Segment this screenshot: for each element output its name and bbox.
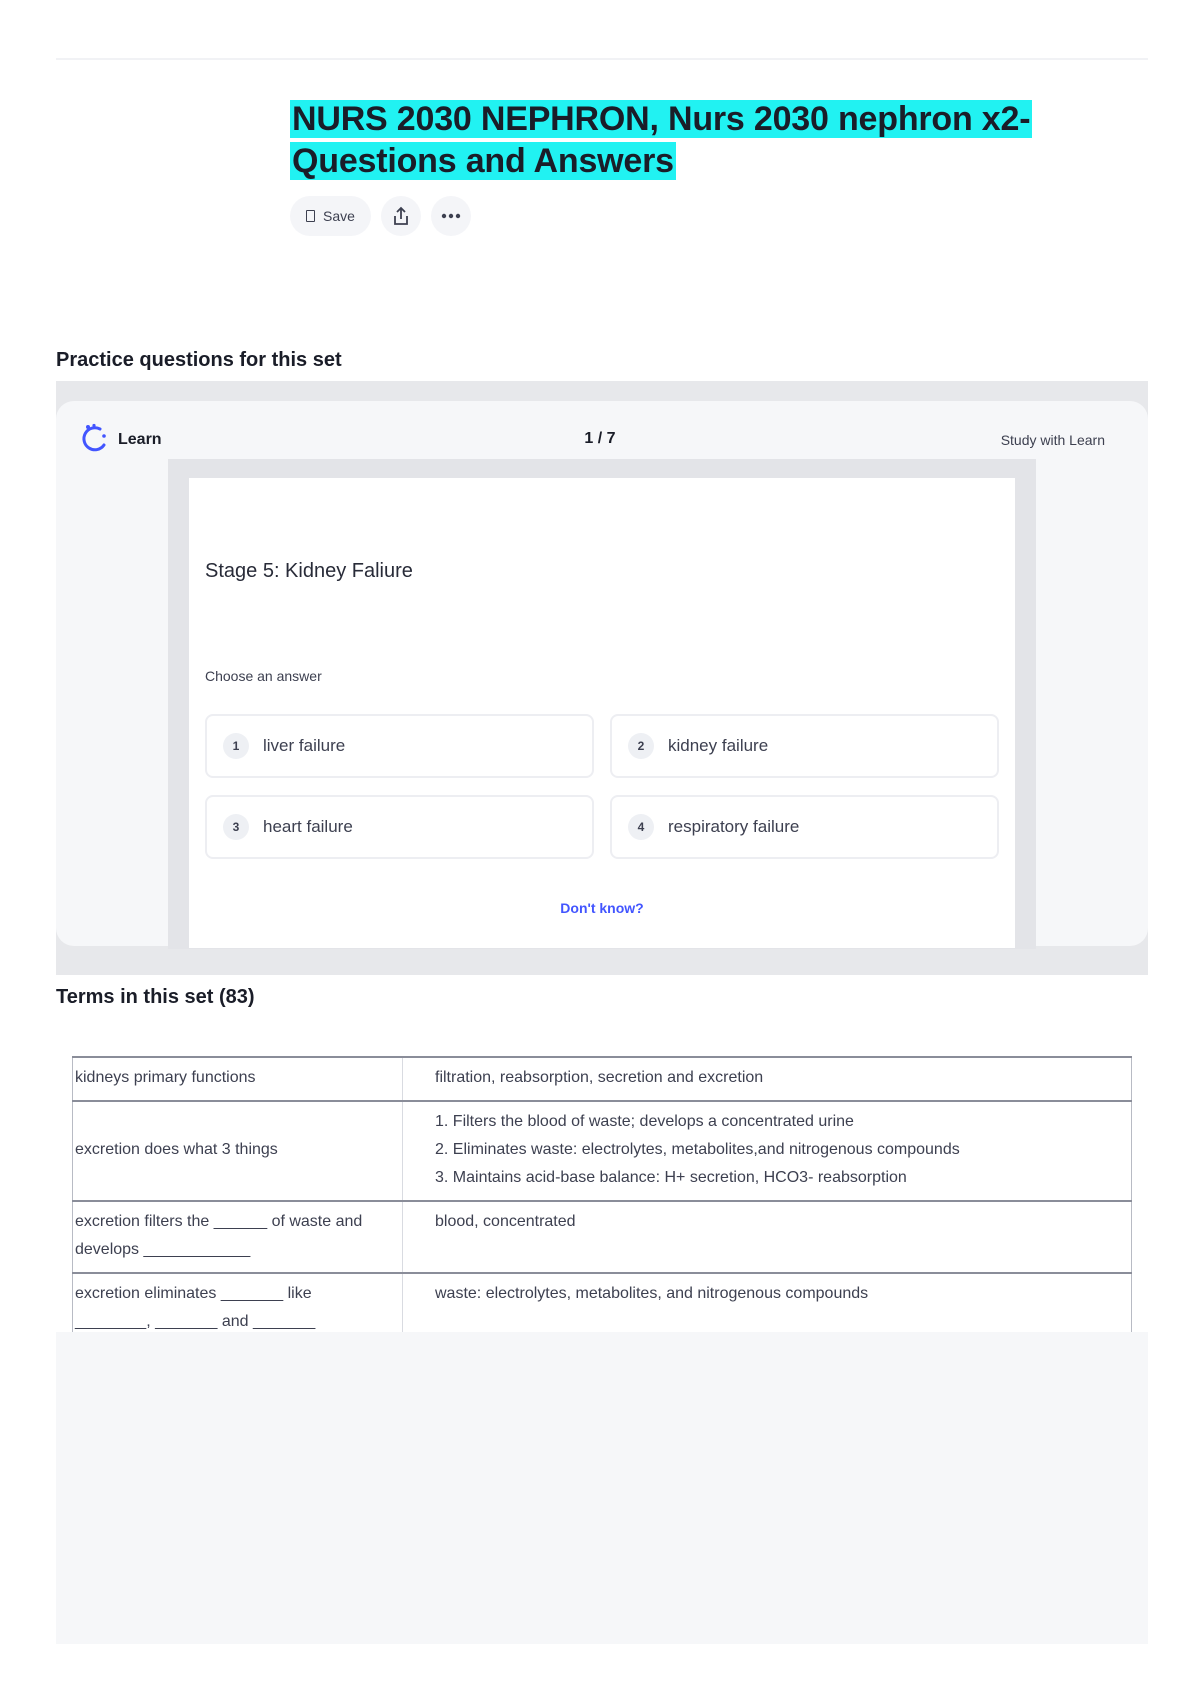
definition-line: blood, concentrated xyxy=(435,1213,576,1230)
top-divider xyxy=(56,58,1148,60)
definition-cell xyxy=(403,1201,1132,1273)
dont-know-link[interactable]: Don't know? xyxy=(560,900,644,916)
term-cell: excretion eliminates _______ like ________, _______ and _______ xyxy=(73,1273,403,1345)
bookmark-icon xyxy=(306,210,315,222)
more-icon xyxy=(441,213,461,219)
terms-table xyxy=(72,1056,1132,1346)
option-number: 3 xyxy=(223,814,249,840)
term-cell: excretion does what 3 things xyxy=(73,1101,403,1201)
table-row xyxy=(73,1057,1132,1101)
table-row xyxy=(73,1201,1132,1273)
table-row xyxy=(73,1101,1132,1201)
locked-content-area xyxy=(56,1332,1148,1644)
term-cell: kidneys primary functions xyxy=(73,1057,403,1101)
option-label: respiratory failure xyxy=(668,817,800,836)
learn-icon xyxy=(80,423,108,457)
share-button[interactable] xyxy=(381,196,421,236)
terms-heading: Terms in this set (83) xyxy=(56,986,255,1008)
choose-answer-label: Choose an answer xyxy=(205,668,322,684)
option-label: heart failure xyxy=(263,817,353,836)
option-label: liver failure xyxy=(263,736,346,755)
share-icon xyxy=(392,206,410,226)
answer-option[interactable] xyxy=(205,795,594,859)
definition-line: 2. Eliminates waste: electrolytes, metabolites,and nitrogenous compounds xyxy=(435,1141,960,1158)
definition-line: 3. Maintains acid-base balance: H+ secretion, HCO3- reabsorption xyxy=(435,1169,907,1186)
definition-cell xyxy=(403,1101,1132,1201)
more-button[interactable] xyxy=(431,196,471,236)
term-cell: excretion filters the ______ of waste and develops ____________ xyxy=(73,1201,403,1273)
option-number: 2 xyxy=(628,733,654,759)
question-prompt: Stage 5: Kidney Faliure xyxy=(205,560,413,582)
definition-line: filtration, reabsorption, secretion and excretion xyxy=(435,1069,764,1086)
definition-line: waste: electrolytes, metabolites, and nitrogenous compounds xyxy=(435,1285,869,1302)
answer-option[interactable] xyxy=(610,714,999,778)
option-number: 1 xyxy=(223,733,249,759)
option-label: kidney failure xyxy=(668,736,769,755)
study-with-learn-link[interactable]: Study with Learn xyxy=(1000,432,1105,448)
learn-label: Learn xyxy=(118,431,162,448)
page-title: NURS 2030 NEPHRON, Nurs 2030 nephron x2- Questions and Answers xyxy=(292,100,1031,180)
answer-option[interactable] xyxy=(610,795,999,859)
answer-option[interactable] xyxy=(205,714,594,778)
title-block xyxy=(290,98,1150,182)
definition-cell xyxy=(403,1057,1132,1101)
question-card xyxy=(189,478,1015,948)
option-number: 4 xyxy=(628,814,654,840)
save-label: Save xyxy=(323,208,355,224)
practice-heading: Practice questions for this set xyxy=(56,349,342,371)
question-counter: 1 / 7 xyxy=(584,430,616,447)
learn-header xyxy=(80,423,162,457)
definition-line: 1. Filters the blood of waste; develops a concentrated urine xyxy=(435,1113,854,1130)
save-button[interactable] xyxy=(290,196,371,236)
action-bar xyxy=(290,196,471,236)
